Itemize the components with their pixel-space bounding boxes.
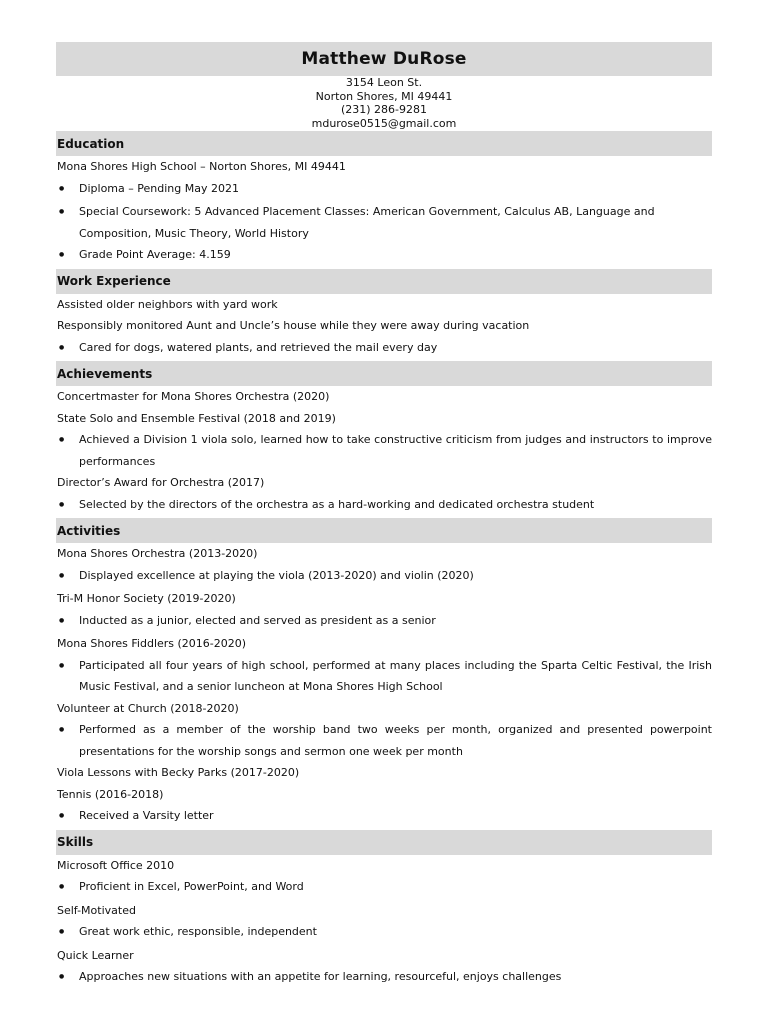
bullet-icon [56,565,79,589]
bullet-icon [56,494,79,518]
entry-line: Tennis (2016-2018) [57,787,164,801]
entry-line: Quick Learner [57,948,134,962]
address-line-2: Norton Shores, MI 49441 [315,89,453,103]
list-item [56,244,712,268]
bullet-text: Great work ethic, responsible, independent [79,925,317,938]
list-item [56,201,712,244]
section-title: Skills [57,835,94,849]
entry-line: Microsoft Office 2010 [57,858,175,872]
bullet-text: Cared for dogs, watered plants, and retrieved the mail every day [79,340,438,354]
address-line-1: 3154 Leon St. [345,76,423,89]
applicant-name: Matthew DuRose [301,49,467,69]
name-banner [56,42,712,76]
bullet-icon [56,966,79,990]
entry-line: Responsibly monitored Aunt and Uncle’s house while they were away during vacation [57,319,530,332]
bullet-icon [56,178,79,202]
list-item [56,655,712,698]
bullet-text: Received a Varsity letter [79,809,214,822]
contact-block [56,76,712,130]
section-heading-skills [56,830,712,855]
bullet-icon [56,610,79,634]
entry-line: Concertmaster for Mona Shores Orchestra (2020) [57,390,330,403]
list-item [56,966,712,990]
entry-line: State Solo and Ensemble Festival (2018 and 2019) [57,411,336,425]
bullet-icon [56,655,79,698]
entry-line: Mona Shores Fiddlers (2016-2020) [57,637,247,650]
entry-line: Assisted older neighbors with yard work [57,297,278,311]
bullet-icon [56,719,79,762]
entry-line: Viola Lessons with Becky Parks (2017-2020) [57,766,300,779]
section-heading-activities [56,518,712,543]
list-item [56,494,712,518]
entry-line: Director’s Award for Orchestra (2017) [57,476,265,489]
section-title: Achievements [57,366,153,381]
list-item [56,876,712,900]
entry-line: Self-Motivated [57,903,136,917]
bullet-text: Performed as a member of the worship band two weeks per month, organized and presented powerpoint presentations for the worship songs and sermon one week per month [79,723,712,758]
bullet-text: Proficient in Excel, PowerPoint, and Word [79,880,304,893]
bullet-text: Special Coursework: 5 Advanced Placement Classes: American Government, Calculus AB, Language and Composition, Music Theory, World History [79,205,655,240]
section-heading-education [56,131,712,156]
list-item [56,178,712,202]
entry-line: Tri-M Honor Society (2019-2020) [57,592,236,605]
section-heading-achievements [56,361,712,386]
entry-line: Mona Shores Orchestra (2013-2020) [57,547,258,560]
phone-number: (231) 286-9281 [340,103,428,116]
bullet-text: Displayed excellence at playing the viola (2013-2020) and violin (2020) [79,568,474,582]
bullet-text: Achieved a Division 1 viola solo, learned how to take constructive criticism from judges and instructors to improve performances [79,433,712,468]
bullet-text: Participated all four years of high school, performed at many places including the Sparta Celtic Festival, the Irish Music Festival, and a senior luncheon at Mona Shores High School [79,658,712,693]
bullet-icon [56,201,79,244]
bullet-icon [56,876,79,900]
bullet-text: Inducted as a junior, elected and served as president as a senior [79,613,436,627]
resume-page [56,42,712,990]
section-heading-work-experience [56,269,712,294]
list-item [56,719,712,762]
list-item [56,610,712,634]
bullet-text: Diploma – Pending May 2021 [79,181,239,195]
bullet-text: Grade Point Average: 4.159 [79,248,231,261]
section-title: Activities [57,523,121,538]
list-item [56,337,712,361]
list-item [56,429,712,472]
bullet-icon [56,429,79,472]
section-title: Work Experience [57,274,171,288]
list-item [56,805,712,829]
bullet-icon [56,337,79,361]
entry-line: Volunteer at Church (2018-2020) [57,701,239,715]
school-line: Mona Shores High School – Norton Shores, MI 49441 [57,160,346,173]
list-item [56,921,712,945]
email-address: mdurose0515@gmail.com [311,116,457,130]
list-item [56,565,712,589]
bullet-icon [56,244,79,268]
bullet-icon [56,805,79,829]
bullet-text: Selected by the directors of the orchestra as a hard-working and dedicated orchestra student [79,497,595,511]
bullet-text: Approaches new situations with an appetite for learning, resourceful, enjoys challenges [79,970,562,983]
bullet-icon [56,921,79,945]
section-title: Education [57,136,125,151]
